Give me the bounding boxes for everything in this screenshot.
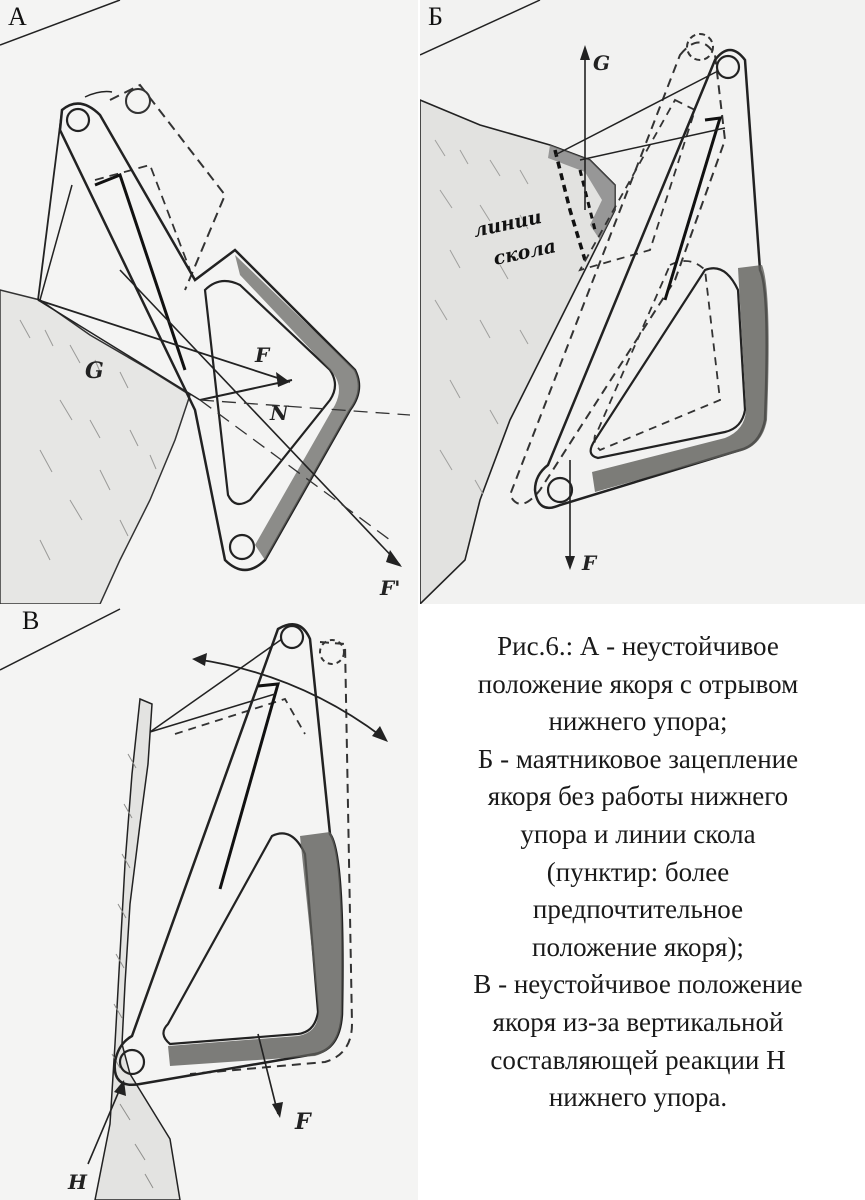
caption-line: якоря из-за вертикальной xyxy=(492,1006,784,1037)
anchor-blade xyxy=(95,175,185,370)
caption-line: составляющей реакции Н xyxy=(490,1044,786,1075)
label-f: F xyxy=(255,343,270,367)
label-h: H xyxy=(68,1170,87,1194)
panel-a-drawing xyxy=(0,0,418,604)
double-arrow-top xyxy=(85,92,112,97)
caption-line: нижнего упора; xyxy=(548,706,728,737)
caption-line: положение якоря с отрывом xyxy=(477,668,799,699)
force-f-arrowhead xyxy=(276,372,290,387)
caption-line: положение якоря); xyxy=(532,931,744,962)
anchor-inner-cut xyxy=(591,268,745,458)
label-g: G xyxy=(85,358,104,384)
dashed-hole xyxy=(126,89,150,113)
panel-b-drawing xyxy=(420,0,865,604)
panel-a-letter: А xyxy=(8,2,27,31)
caption-line: (пунктир: более xyxy=(546,856,730,887)
panel-b-letter: Б xyxy=(428,2,443,31)
force-f-arrowhead xyxy=(565,556,575,570)
top-rope-line xyxy=(0,609,120,670)
anchor-dashed-outline xyxy=(110,85,225,290)
label-f: F xyxy=(295,1109,311,1135)
caption-line: Б - маятниковое зацепление xyxy=(477,743,799,774)
label-n: N xyxy=(270,401,289,425)
caption-line: якоря без работы нижнего xyxy=(487,781,789,812)
force-f-arrowhead xyxy=(272,1102,283,1118)
lower-hole xyxy=(230,535,254,559)
upper-hole xyxy=(281,626,303,648)
anchor-blade xyxy=(220,684,278,889)
label-f-prime: F' xyxy=(380,576,401,600)
figure-caption xyxy=(418,628,858,1117)
upper-hole xyxy=(717,56,739,78)
force-n-line xyxy=(200,380,292,400)
anchor-inner-cut xyxy=(163,833,318,1044)
rope-line-2 xyxy=(580,128,725,160)
anchor-dashed-cut xyxy=(594,261,720,450)
caption-line: Рис.6.: А - неустойчивое xyxy=(497,631,779,661)
swing-arrowhead-left xyxy=(192,653,207,666)
rock-surface xyxy=(95,699,180,1200)
panel-v-drawing xyxy=(0,604,418,1200)
force-g-arrowhead xyxy=(580,45,590,60)
caption-line: упора и линии скола xyxy=(520,818,756,849)
dashed-axis-1 xyxy=(200,400,410,415)
panel-b xyxy=(420,0,865,604)
caption-line: нижнего упора. xyxy=(548,1082,728,1113)
anchor-blade xyxy=(665,118,720,300)
label-chip-line-1: линии xyxy=(471,205,544,242)
lower-hole xyxy=(548,478,572,502)
caption-line: В - неустойчивое положение xyxy=(473,969,803,1000)
dashed-axis-2 xyxy=(200,400,390,540)
swing-arc-arrow xyxy=(195,659,385,739)
panel-a xyxy=(0,0,418,604)
label-g: G xyxy=(593,51,611,75)
upper-hole xyxy=(67,109,89,131)
panel-v-letter: В xyxy=(22,606,40,635)
panel-v xyxy=(0,604,418,1200)
rock-surface xyxy=(0,290,190,604)
swing-arrowhead-right xyxy=(372,726,388,742)
label-f: F xyxy=(582,551,597,575)
label-chip-line-2: скола xyxy=(491,235,558,270)
dashed-hole xyxy=(320,640,344,664)
rope-line xyxy=(38,110,62,300)
rope-line-2 xyxy=(150,694,275,732)
caption-line: предпочтительное xyxy=(532,894,744,925)
